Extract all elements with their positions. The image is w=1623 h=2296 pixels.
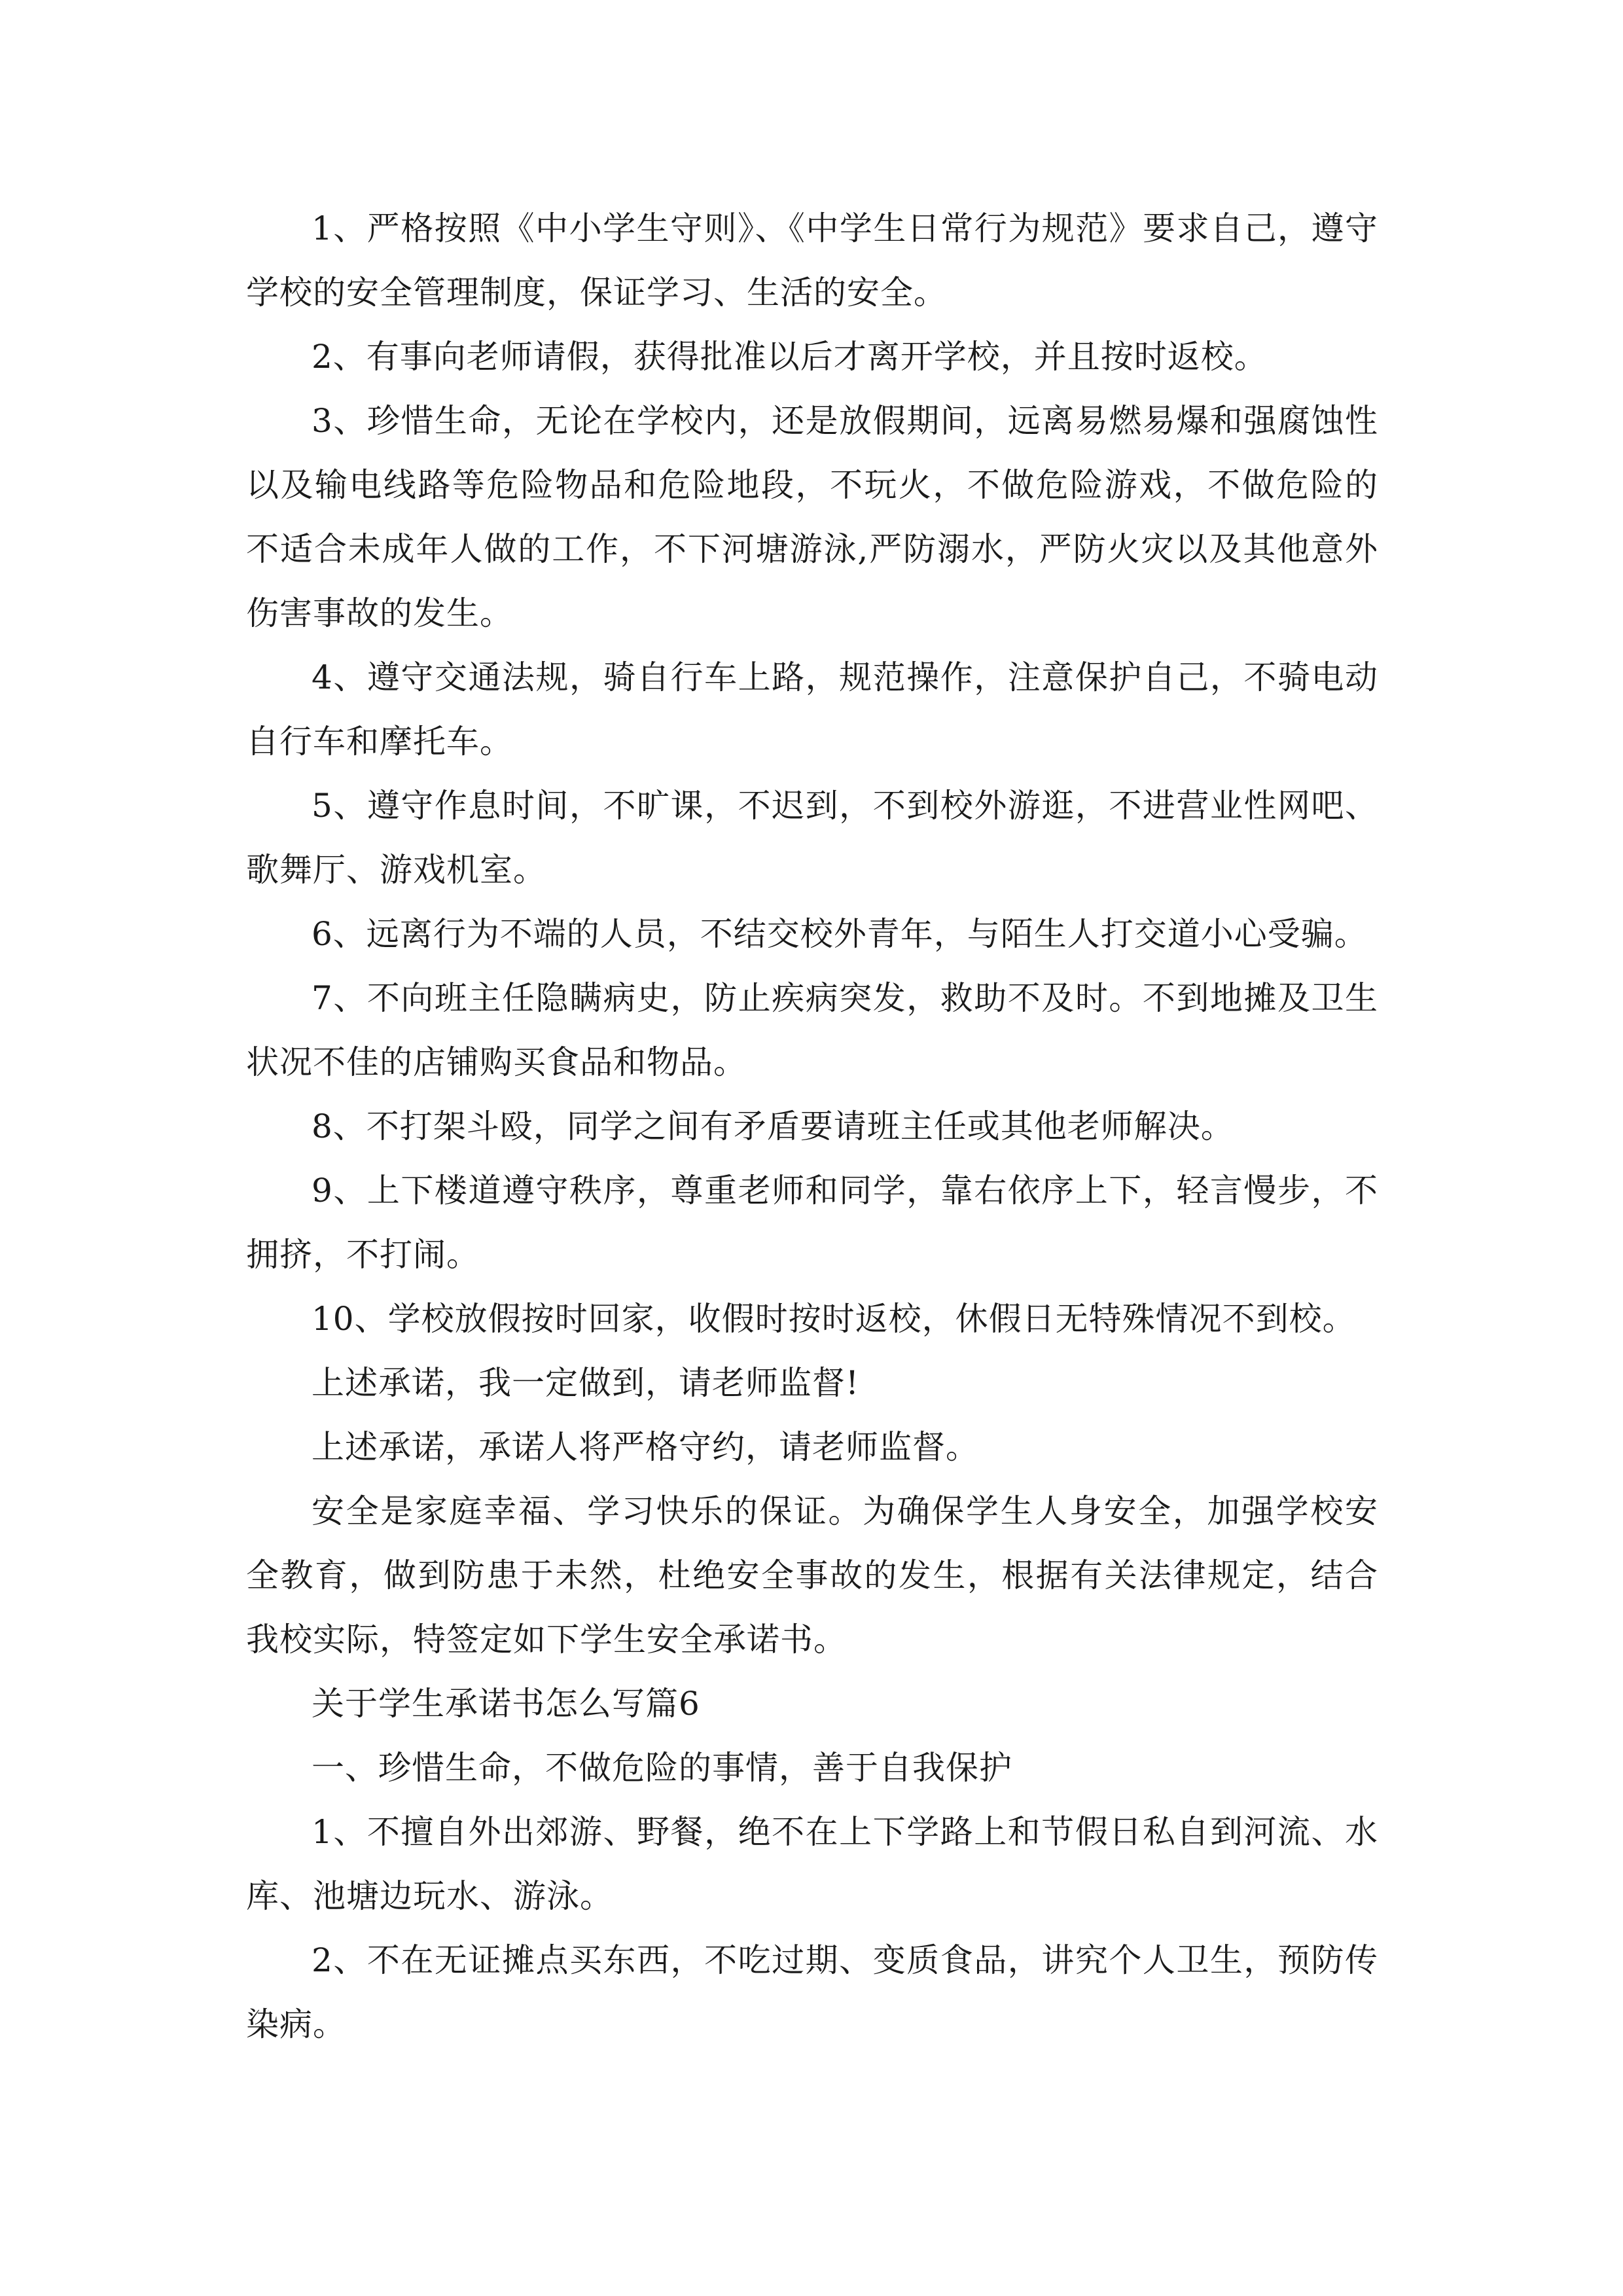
document-body	[246, 196, 1378, 2056]
section-heading: 关于学生承诺书怎么写篇6	[312, 1685, 700, 1723]
paragraph-rule-6: 6、远离行为不端的人员，不结交校外青年，与陌生人打交道小心受骗。	[312, 915, 1368, 953]
paragraph-rule-9: 9、上下楼道遵守秩序，尊重老师和同学，靠右依序上下，轻言慢步，不拥挤，不打闹。	[246, 1172, 1378, 1274]
paragraph-rule-7: 7、不向班主任隐瞒病史，防止疾病突发，救助不及时。不到地摊及卫生状况不佳的店铺购买食品和物品。	[246, 979, 1378, 1081]
paragraph-rule-8: 8、不打架斗殴，同学之间有矛盾要请班主任或其他老师解决。	[312, 1107, 1234, 1145]
subsection-heading: 一、珍惜生命，不做危险的事情，善于自我保护	[312, 1749, 1012, 1787]
paragraph-pledge-2: 上述承诺，承诺人将严格守约，请老师监督。	[312, 1428, 979, 1466]
paragraph-rule-2: 2、有事向老师请假，获得批准以后才离开学校，并且按时返校。	[312, 338, 1268, 376]
paragraph-pledge-1: 上述承诺，我一定做到，请老师监督!	[312, 1364, 860, 1402]
paragraph-rule-3: 3、珍惜生命，无论在学校内，还是放假期间，远离易燃易爆和强腐蚀性以及输电线路等危险物品和危险地段，不玩火，不做危险游戏，不做危险的不适合未成年人做的工作，不下河塘游泳,严防溺水，严防火灾以及其他意外伤害事故的发生。	[246, 402, 1378, 632]
paragraph-item-1: 1、不擅自外出郊游、野餐，绝不在上下学路上和节假日私自到河流、水库、池塘边玩水、游泳。	[246, 1813, 1378, 1915]
paragraph-item-2: 2、不在无证摊点买东西，不吃过期、变质食品，讲究个人卫生，预防传染病。	[246, 1941, 1378, 2043]
paragraph-rule-4: 4、遵守交通法规，骑自行车上路，规范操作，注意保护自己，不骑电动自行车和摩托车。	[246, 658, 1378, 761]
paragraph-rule-1: 1、严格按照《中小学生守则》、《中学生日常行为规范》要求自己，遵守学校的安全管理制度，保证学习、生活的安全。	[246, 209, 1378, 312]
paragraph-intro: 安全是家庭幸福、学习快乐的保证。为确保学生人身安全，加强学校安全教育，做到防患于未然，杜绝安全事故的发生，根据有关法律规定，结合我校实际，特签定如下学生安全承诺书。	[246, 1492, 1378, 1659]
paragraph-rule-10: 10、学校放假按时回家，收假时按时返校，休假日无特殊情况不到校。	[312, 1300, 1356, 1338]
paragraph-rule-5: 5、遵守作息时间，不旷课，不迟到，不到校外游逛，不进营业性网吧、歌舞厅、游戏机室。	[246, 787, 1378, 889]
